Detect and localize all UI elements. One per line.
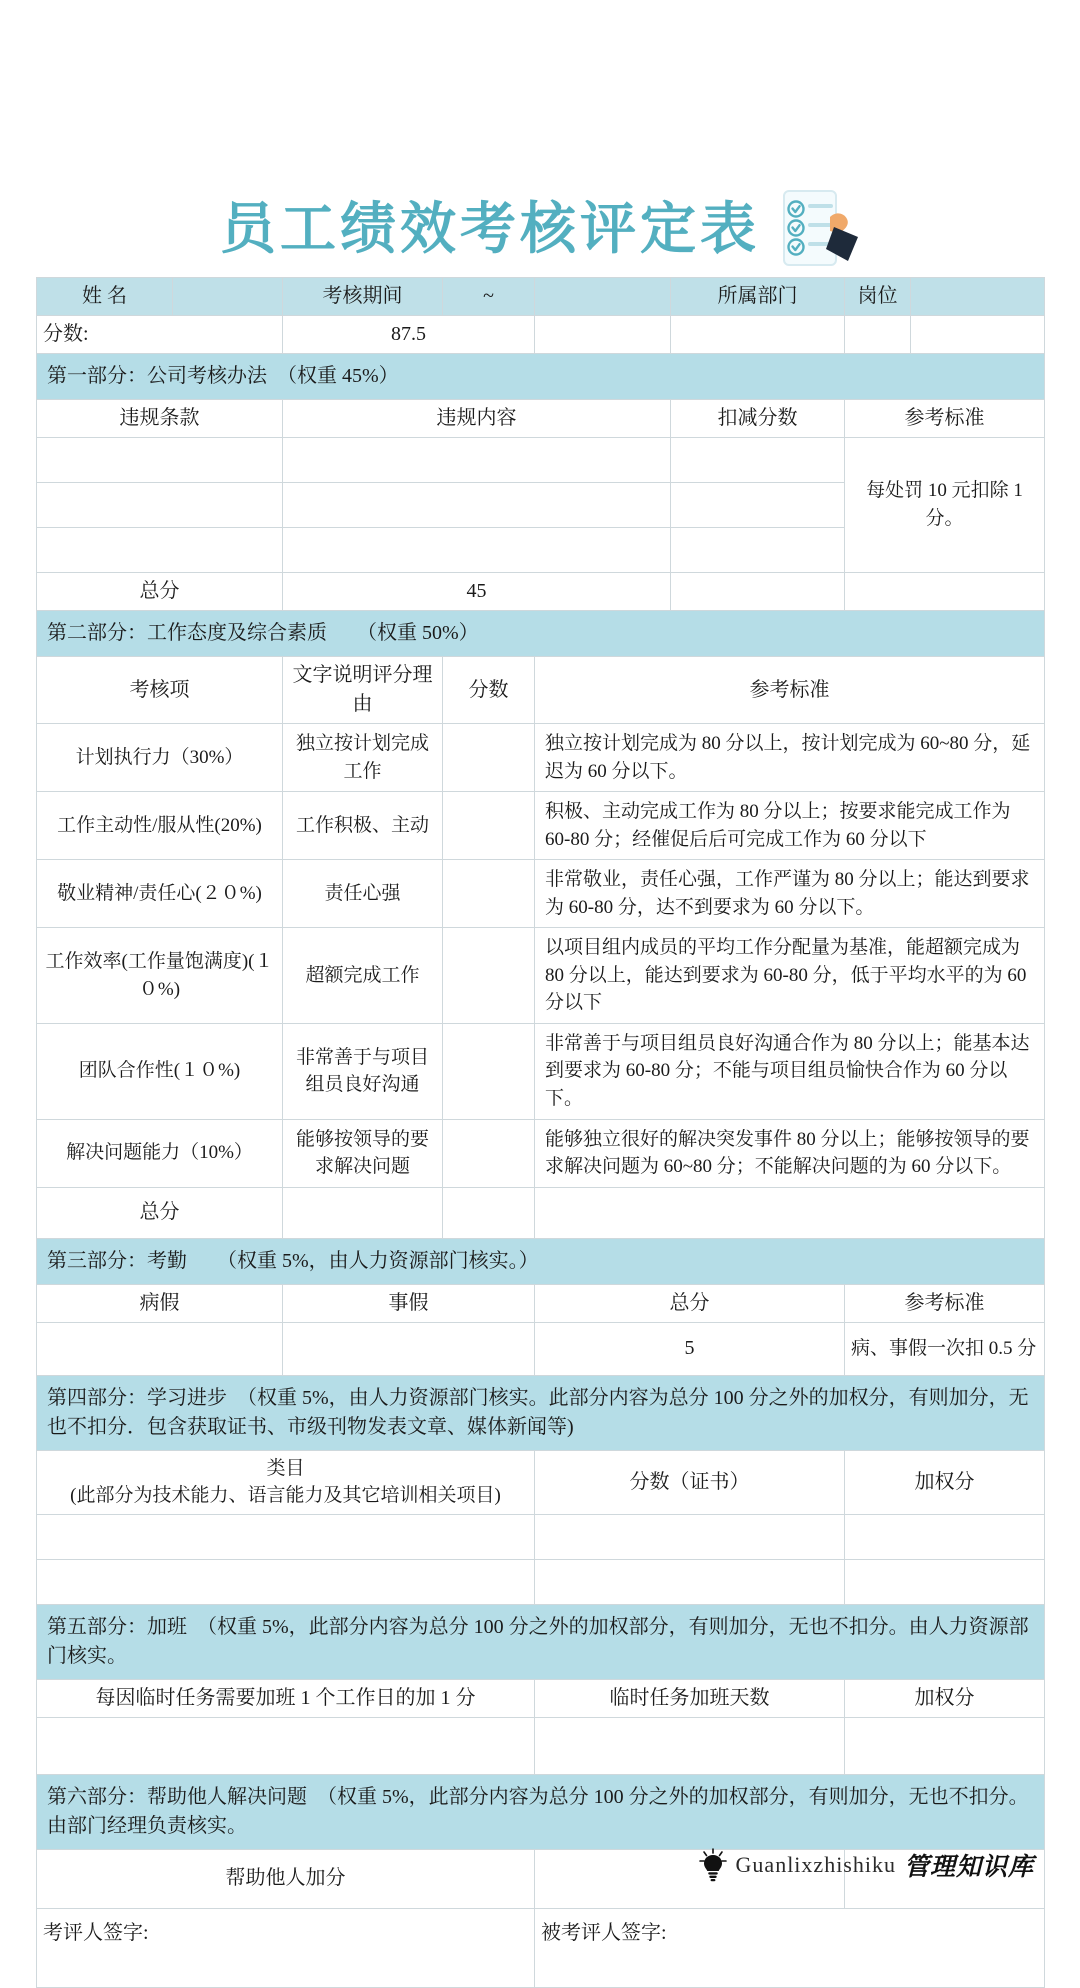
brand-latin-name: Guanlixzhishiku	[735, 1852, 896, 1877]
part2-reason[interactable]: 非常善于与项目组员良好沟通	[283, 1023, 443, 1119]
name-value[interactable]	[173, 278, 283, 316]
page-title: 员工绩效考核评定表	[220, 197, 760, 262]
part2-row	[37, 928, 1045, 1024]
part2-total-label: 总分	[37, 1187, 283, 1238]
part2-score[interactable]	[443, 792, 535, 860]
part2-item: 敬业精神/责任心(２０%)	[37, 860, 283, 928]
part1-col-reference: 参考标准	[845, 400, 1045, 438]
part4-col-score: 分数（证书）	[535, 1450, 845, 1514]
period-separator: ~	[443, 278, 535, 316]
part5-rule-cell[interactable]	[37, 1717, 535, 1774]
part1-total-row	[37, 573, 1045, 611]
part2-total-reason	[283, 1187, 443, 1238]
part6-row-label: 帮助他人加分	[37, 1849, 535, 1908]
part2-section-title: 第二部分：工作态度及综合素质 （权重 50%）	[37, 611, 1045, 657]
part1-deduction-cell[interactable]	[671, 438, 845, 483]
part2-total-standard	[535, 1187, 1045, 1238]
part2-col-reason: 文字说明评分理由	[283, 657, 443, 724]
part2-reason[interactable]: 独立按计划完成工作	[283, 724, 443, 792]
period-label: 考核期间	[283, 278, 443, 316]
part1-clause-cell[interactable]	[37, 438, 283, 483]
part2-score[interactable]	[443, 1023, 535, 1119]
part3-reference-value: 病、事假一次扣 0.5 分	[845, 1322, 1045, 1375]
part4-col-category-line1: 类目	[266, 1457, 305, 1479]
part4-score-cell[interactable]	[535, 1514, 845, 1559]
part1-section-row	[37, 354, 1045, 400]
part1-content-cell[interactable]	[283, 483, 671, 528]
part3-col-total: 总分	[535, 1284, 845, 1322]
position-label: 岗位	[845, 278, 911, 316]
score-filler-1	[535, 316, 671, 354]
period-value[interactable]	[535, 278, 671, 316]
part2-standard: 积极、主动完成工作为 80 分以上；按要求能完成工作为 60-80 分；经催促后后可完成工作为 60 分以下	[535, 792, 1045, 860]
part4-col-weighted: 加权分	[845, 1450, 1045, 1514]
part2-item: 团队合作性(１０%)	[37, 1023, 283, 1119]
part1-section-title: 第一部分：公司考核办法 （权重 45%）	[37, 354, 1045, 400]
part5-section-row	[37, 1604, 1045, 1679]
checklist-clipboard-icon	[774, 187, 860, 273]
part6-section-row	[37, 1774, 1045, 1849]
part1-deduction-cell[interactable]	[671, 528, 845, 573]
part5-section-title: 第五部分：加班 （权重 5%，此部分内容为总分 100 分之外的加权部分，有则加分，无也不扣分。由人力资源部门核实。	[37, 1604, 1045, 1679]
part2-score[interactable]	[443, 928, 535, 1024]
part2-col-item: 考核项	[37, 657, 283, 724]
part4-col-category	[37, 1450, 535, 1514]
part3-col-reference: 参考标准	[845, 1284, 1045, 1322]
part4-blank-row	[37, 1514, 1045, 1559]
part1-col-deduction: 扣减分数	[671, 400, 845, 438]
evaluator-signature-label[interactable]: 考评人签字:	[37, 1908, 535, 1987]
part1-col-content: 违规内容	[283, 400, 671, 438]
part1-total-reference	[845, 573, 1045, 611]
part4-section-title: 第四部分：学习进步 （权重 5%，由人力资源部门核实。此部分内容为总分 100 分之外的加权分，有则加分，无也不扣分．包含获取证书、市级刊物发表文章、媒体新闻等)	[37, 1375, 1045, 1450]
part2-section-row	[37, 611, 1045, 657]
score-value[interactable]: 87.5	[283, 316, 535, 354]
part2-reason[interactable]: 能够按领导的要求解决问题	[283, 1119, 443, 1187]
part2-standard: 独立按计划完成为 80 分以上，按计划完成为 60~80 分，延迟为 60 分以下。	[535, 724, 1045, 792]
part2-score[interactable]	[443, 724, 535, 792]
part2-total-row	[37, 1187, 1045, 1238]
part5-weighted-cell[interactable]	[845, 1717, 1045, 1774]
part2-row	[37, 1119, 1045, 1187]
part2-item: 解决问题能力（10%）	[37, 1119, 283, 1187]
score-row	[37, 316, 1045, 354]
part1-header-row	[37, 400, 1045, 438]
score-filler-3	[845, 316, 911, 354]
part1-reference-cell: 每处罚 10 元扣除 1 分。	[845, 438, 1045, 573]
part5-header-row	[37, 1679, 1045, 1717]
part2-col-standard: 参考标准	[535, 657, 1045, 724]
part5-col-weighted: 加权分	[845, 1679, 1045, 1717]
info-row	[37, 278, 1045, 316]
signature-row	[37, 1908, 1045, 1987]
position-value[interactable]	[911, 278, 1045, 316]
part2-item: 计划执行力（30%）	[37, 724, 283, 792]
part4-blank-row	[37, 1559, 1045, 1604]
part3-personal-leave-value[interactable]	[283, 1322, 535, 1375]
part3-total-value[interactable]: 5	[535, 1322, 845, 1375]
part3-value-row	[37, 1322, 1045, 1375]
part1-total-value[interactable]: 45	[283, 573, 671, 611]
part2-row	[37, 860, 1045, 928]
part1-content-cell[interactable]	[283, 438, 671, 483]
part5-col-days: 临时任务加班天数	[535, 1679, 845, 1717]
part5-col-rule: 每因临时任务需要加班 1 个工作日的加 1 分	[37, 1679, 535, 1717]
part5-blank-row	[37, 1717, 1045, 1774]
part2-row	[37, 724, 1045, 792]
brand-watermark	[698, 1845, 1034, 1885]
appraisal-table	[36, 277, 1045, 1988]
brand-chinese-name: 管理知识库	[903, 1852, 1034, 1881]
part2-standard: 非常敬业，责任心强，工作严谨为 80 分以上；能达到要求为 60-80 分，达不到要求为 60 分以下。	[535, 860, 1045, 928]
part2-row	[37, 1023, 1045, 1119]
part1-total-label: 总分	[37, 573, 283, 611]
part4-col-category-line2: (此部分为技术能力、语言能力及其它培训相关项目)	[70, 1485, 501, 1507]
part2-reason[interactable]: 工作积极、主动	[283, 792, 443, 860]
part2-standard: 以项目组内成员的平均工作分配量为基准，能超额完成为 80 分以上，能达到要求为 60-80 分，低于平均水平的为 60 分以下	[535, 928, 1045, 1024]
part2-reason[interactable]: 责任心强	[283, 860, 443, 928]
score-filler-4	[911, 316, 1045, 354]
part1-clause-cell[interactable]	[37, 528, 283, 573]
part2-score[interactable]	[443, 860, 535, 928]
score-label: 分数:	[37, 316, 283, 354]
part2-col-score: 分数	[443, 657, 535, 724]
part6-section-title: 第六部分：帮助他人解决问题 （权重 5%，此部分内容为总分 100 分之外的加权部分，有则加分，无也不扣分。由部门经理负责核实。	[37, 1774, 1045, 1849]
title-bar	[0, 186, 1080, 274]
part2-total-score[interactable]	[443, 1187, 535, 1238]
part2-item: 工作效率(工作量饱满度)(１０%)	[37, 928, 283, 1024]
department-label: 所属部门	[671, 278, 845, 316]
part4-weighted-cell[interactable]	[845, 1559, 1045, 1604]
part3-section-title: 第三部分：考勤 （权重 5%，由人力资源部门核实。）	[37, 1238, 1045, 1284]
part2-header-row	[37, 657, 1045, 724]
part1-deduction-cell[interactable]	[671, 483, 845, 528]
part1-blank-row	[37, 438, 1045, 483]
part2-item: 工作主动性/服从性(20%)	[37, 792, 283, 860]
part4-header-row	[37, 1450, 1045, 1514]
part1-clause-cell[interactable]	[37, 483, 283, 528]
part3-col-sick-leave: 病假	[37, 1284, 283, 1322]
part4-section-row	[37, 1375, 1045, 1450]
part2-reason[interactable]: 超额完成工作	[283, 928, 443, 1024]
part2-standard: 能够独立很好的解决突发事件 80 分以上；能够按领导的要求解决问题为 60~80 分；不能解决问题的为 60 分以下。	[535, 1119, 1045, 1187]
part4-score-cell[interactable]	[535, 1559, 845, 1604]
part4-weighted-cell[interactable]	[845, 1514, 1045, 1559]
part3-section-row	[37, 1238, 1045, 1284]
part2-score[interactable]	[443, 1119, 535, 1187]
part2-standard: 非常善于与项目组员良好沟通合作为 80 分以上；能基本达到要求为 60-80 分；不能与项目组员愉快合作为 60 分以下。	[535, 1023, 1045, 1119]
part4-category-cell[interactable]	[37, 1514, 535, 1559]
part4-category-cell[interactable]	[37, 1559, 535, 1604]
part3-header-row	[37, 1284, 1045, 1322]
part5-days-cell[interactable]	[535, 1717, 845, 1774]
evaluatee-signature-label[interactable]: 被考评人签字:	[535, 1908, 1045, 1987]
part1-col-clause: 违规条款	[37, 400, 283, 438]
part1-content-cell[interactable]	[283, 528, 671, 573]
part3-sick-leave-value[interactable]	[37, 1322, 283, 1375]
part1-total-deduction[interactable]	[671, 573, 845, 611]
lightbulb-icon	[698, 1848, 728, 1882]
part3-col-personal-leave: 事假	[283, 1284, 535, 1322]
name-label: 姓 名	[37, 278, 173, 316]
score-filler-2	[671, 316, 845, 354]
part2-row	[37, 792, 1045, 860]
